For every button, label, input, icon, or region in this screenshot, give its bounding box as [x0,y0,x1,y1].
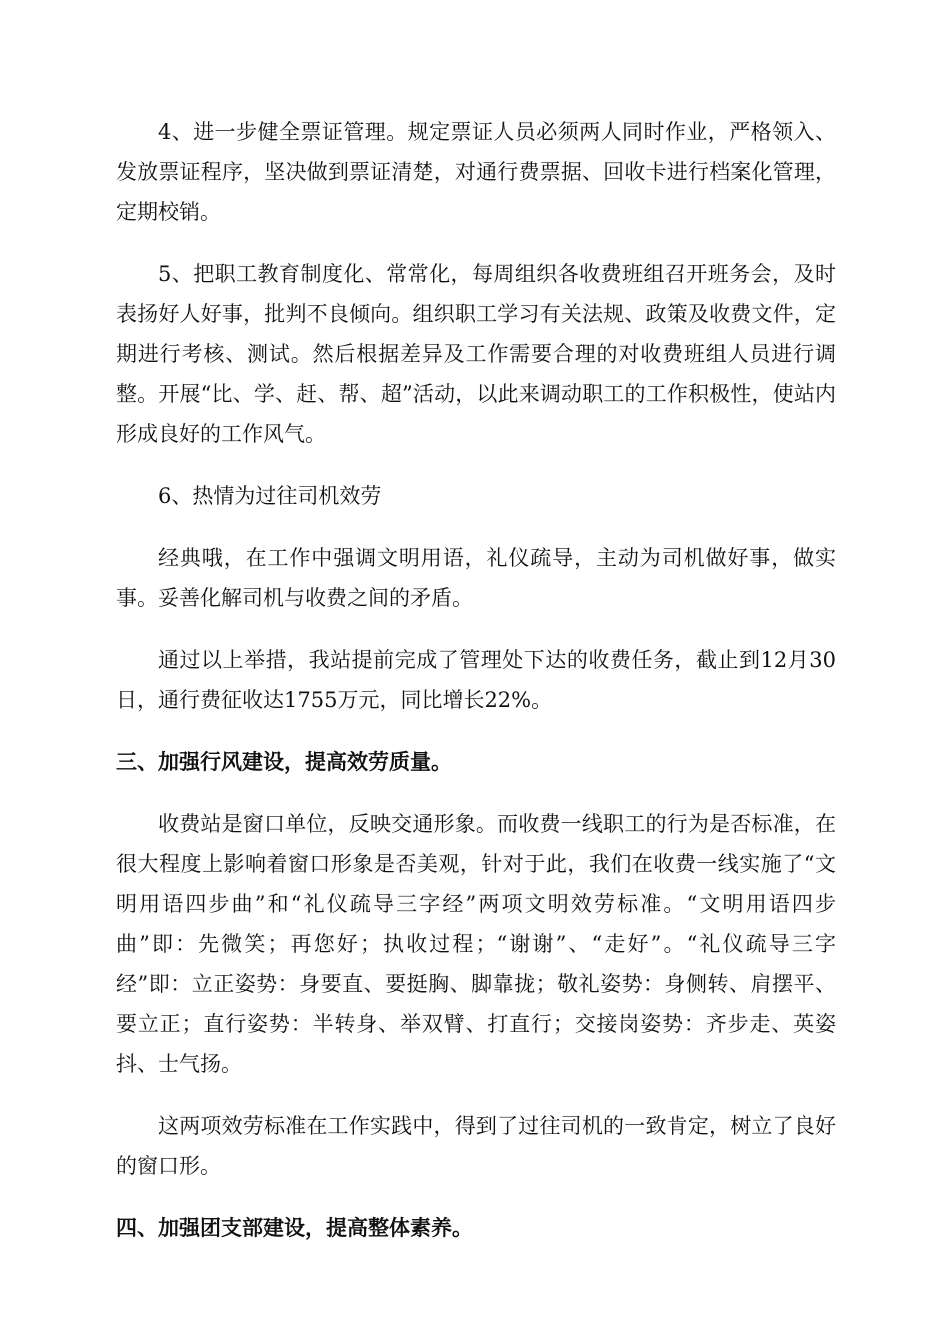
paragraph-ticket-management: 4、进一步健全票证管理。规定票证人员必须两人同时作业，严格领入、发放票证程序，坚决做到票证清楚，对通行费票据、回收卡进行档案化管理，定期校销。 [116,120,836,224]
paragraph-standards-effect: 这两项效劳标准在工作实践中，得到了过往司机的一致肯定，树立了良好的窗口形。 [116,1114,836,1178]
section-heading-4: 四、加强团支部建设，提高整体素养。 [116,1216,473,1240]
paragraph-driver-service-title: 6、热情为过往司机效劳 [158,484,382,508]
paragraph-service-standards: 收费站是窗口单位，反映交通形象。而收费一线职工的行为是否标准，在很大程度上影响着窗口形象是否美观，针对于此，我们在收费一线实施了“文明用语四步曲”和“礼仪疏导三字经”两项文明效劳标准。“文明用语四步曲”即：先微笑；再您好；执收过程；“谢谢”、“走好”。“礼仪疏导三字经”即：立正姿势：身要直、要挺胸、脚靠拢；敬礼姿势：身侧转、肩摆平、要立正；直行姿势：半转身、举双臂、打直行；交接岗姿势：齐步走、英姿抖、士气扬。 [116,812,836,1076]
section-heading-3: 三、加强行风建设，提高效劳质量。 [116,750,452,774]
paragraph-staff-education: 5、把职工教育制度化、常常化，每周组织各收费班组召开班务会，及时表扬好人好事，批判不良倾向。组织职工学习有关法规、政策及收费文件，定期进行考核、测试。然后根据差异及工作需要合理的对收费班组人员进行调整。开展“比、学、赶、帮、超”活动，以此来调动职工的工作积极性，使站内形成良好的工作风气。 [116,262,836,446]
paragraph-toll-results: 通过以上举措，我站提前完成了管理处下达的收费任务，截止到12月30日，通行费征收达1755万元，同比增长22%。 [116,648,836,712]
paragraph-civil-language: 经典哦，在工作中强调文明用语，礼仪疏导，主动为司机做好事，做实事。妥善化解司机与收费之间的矛盾。 [116,546,836,610]
document-page [116,112,836,1270]
